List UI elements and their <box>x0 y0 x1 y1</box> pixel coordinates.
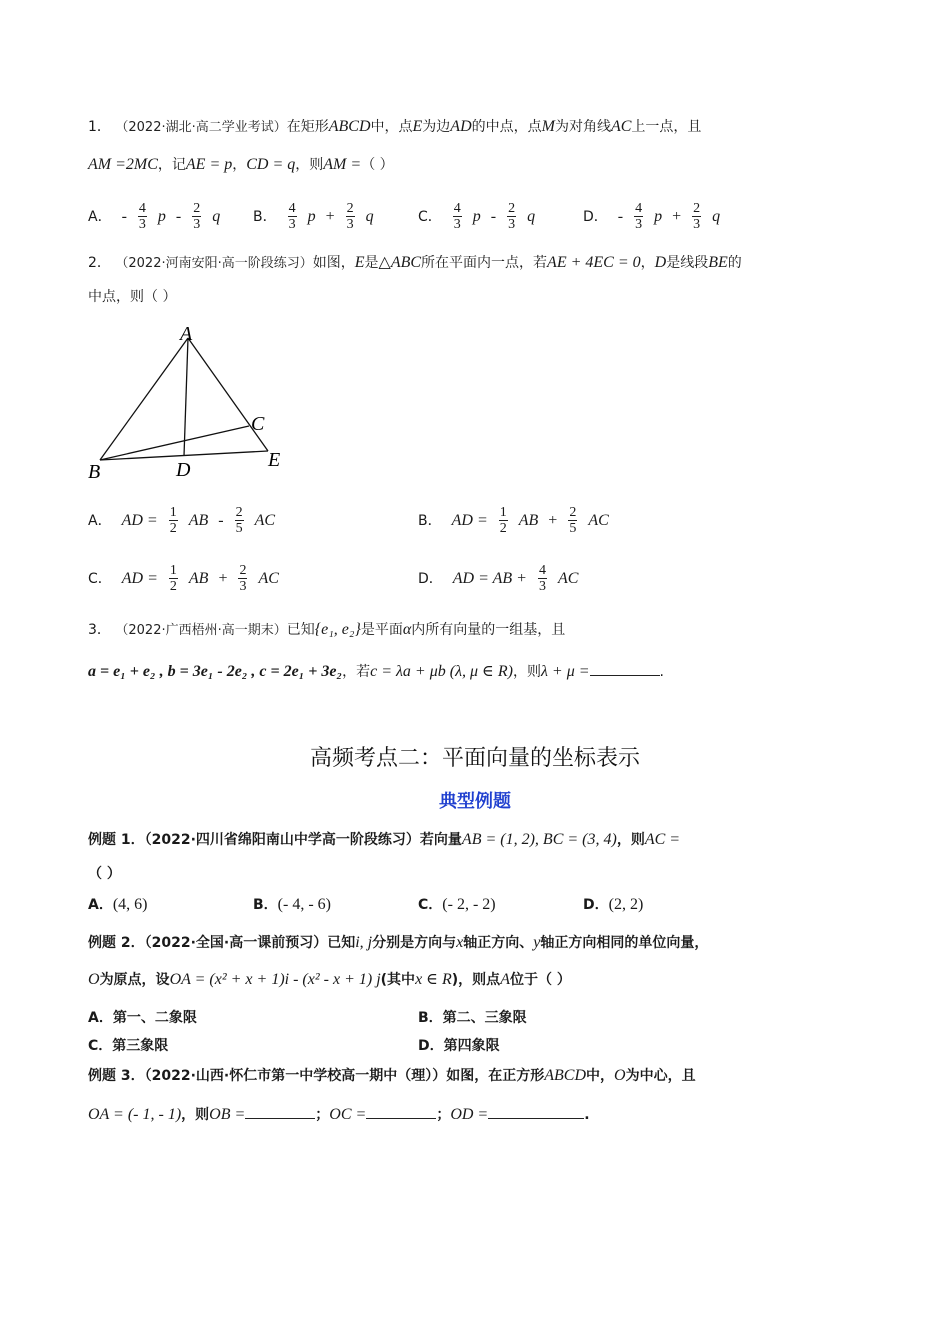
ex2-text: (其中 <box>380 972 416 988</box>
option-label: A． <box>88 512 112 529</box>
math: A <box>500 971 510 988</box>
q1-text: ，记 <box>157 157 186 173</box>
label-e: E <box>268 449 281 471</box>
ex2-option-d[interactable] <box>418 1036 500 1056</box>
q3-source: （2022·广西梧州·高一期末） <box>115 623 287 638</box>
option-label: B． <box>418 512 442 529</box>
math: {e₁, e₂} <box>314 621 361 638</box>
math: D <box>654 254 667 271</box>
fraction: $\frac{2}{3}$ <box>346 201 354 232</box>
math: AC <box>557 569 579 587</box>
q3-text: ，则 <box>512 664 541 680</box>
option-label: C． <box>418 897 443 913</box>
ex1-text: ，则 <box>616 832 645 848</box>
q2-line1 <box>88 253 742 274</box>
math: AB <box>188 569 209 587</box>
q2-option-a[interactable] <box>88 505 275 536</box>
q1-text: ，则 <box>295 157 324 173</box>
q1-text: 上一点，且 <box>631 119 702 135</box>
ex1-source: （2022·四川省绵阳南山中学高一阶段练习）若向量 <box>144 832 462 848</box>
option-label: A． <box>88 1010 113 1026</box>
math: E <box>354 254 365 271</box>
option-label: B． <box>253 897 278 913</box>
fraction: $\frac{2}{3}$ <box>508 201 516 232</box>
math: OA = (x² + x + 1)i - (x² - x + 1) j <box>169 971 381 988</box>
ex1-line2 <box>88 864 121 884</box>
math: AE = p <box>185 156 233 173</box>
ex3-text: 中， <box>586 1068 615 1084</box>
fraction: $\frac{4}{3}$ <box>288 201 296 232</box>
q1-line2 <box>88 155 394 175</box>
answer-paren: （ ） <box>88 866 121 882</box>
ex2-line2 <box>88 970 571 990</box>
ex2-option-b[interactable] <box>418 1008 527 1028</box>
q1-text: 为对角线 <box>554 119 611 135</box>
math: E <box>412 118 423 135</box>
option-label: C． <box>88 570 112 587</box>
fraction: $\frac{2}{3}$ <box>193 201 201 232</box>
ex3-label: 例题 3． <box>88 1068 145 1084</box>
math: (2, 2) <box>608 896 644 913</box>
math: AD = <box>121 569 158 587</box>
math: AC <box>588 511 609 529</box>
q2-option-b[interactable] <box>418 505 609 536</box>
ex3-line1 <box>88 1066 696 1086</box>
q1-option-a[interactable] <box>88 201 220 232</box>
option-label: B． <box>418 1010 443 1026</box>
math: AE + 4EC = 0 <box>547 254 641 271</box>
option-label: D． <box>583 897 609 913</box>
q3-text: . <box>659 664 664 680</box>
math: (- 2, - 2) <box>442 896 496 913</box>
fraction: $\frac{4}{3}$ <box>138 201 146 232</box>
math: △ABC <box>378 254 422 271</box>
ex3-text: ，则 <box>181 1107 210 1123</box>
answer-paren: （ ） <box>361 157 394 173</box>
math: O <box>88 971 100 988</box>
fraction: $\frac{2}{5}$ <box>235 505 243 536</box>
fraction: $\frac{1}{2}$ <box>169 563 177 594</box>
math: AC <box>610 118 632 135</box>
option-label: D． <box>418 570 443 587</box>
option-text: 第二、三象限 <box>442 1010 527 1026</box>
label-b: B <box>88 461 101 483</box>
answer-blank-oc[interactable] <box>366 1104 436 1119</box>
math: α <box>402 621 412 638</box>
math: AB <box>188 511 209 529</box>
math: AC <box>254 511 276 529</box>
math: x ∈ R <box>415 971 452 988</box>
math: OB = <box>209 1106 246 1123</box>
q3-line2 <box>88 661 664 682</box>
fraction: $\frac{4}{3}$ <box>453 201 461 232</box>
option-label: D． <box>583 208 608 225</box>
math: - <box>218 511 224 529</box>
math: AD = <box>451 511 488 529</box>
fraction: $\frac{4}{3}$ <box>538 563 546 594</box>
q1-option-b[interactable] <box>253 201 374 232</box>
math: BE <box>708 254 728 271</box>
option-label: D． <box>418 1038 444 1054</box>
ex2-text: )，则点 <box>451 972 501 988</box>
q1-source: （2022·湖北·高二学业考试） <box>115 120 287 135</box>
q3-text: 已知 <box>286 622 315 638</box>
q2-text: ， <box>640 255 655 271</box>
math: OC = <box>329 1106 367 1123</box>
q2-text: 是线段 <box>666 255 709 271</box>
ex1-option-b[interactable] <box>253 895 331 915</box>
option-text: 第四象限 <box>443 1038 500 1054</box>
segment-ad <box>184 338 188 456</box>
fraction: $\frac{2}{5}$ <box>569 505 577 536</box>
q3-line1 <box>88 620 565 641</box>
ex3-text: 为中心，且 <box>625 1068 696 1084</box>
q2-text: 的 <box>727 255 742 271</box>
ex2-option-c[interactable] <box>88 1036 168 1056</box>
math: AD = AB + <box>452 569 527 587</box>
q2-option-d[interactable] <box>418 563 578 594</box>
ex3-text: . <box>584 1107 590 1123</box>
ex2-text: 为原点，设 <box>99 972 170 988</box>
ex2-text: 轴正方向、 <box>463 935 534 951</box>
math: p <box>654 207 663 225</box>
math: c = λa + μb (λ, μ ∈ R) <box>370 663 513 680</box>
ex1-option-a[interactable] <box>88 895 148 915</box>
math: AC = <box>644 831 681 848</box>
option-text: 第一、二象限 <box>112 1010 197 1026</box>
ex2-text: 位于（ ） <box>509 972 571 988</box>
math: M <box>541 118 555 135</box>
math: + <box>672 207 682 225</box>
ex2-line1 <box>88 933 708 953</box>
label-a: A <box>180 323 193 345</box>
label-c: C <box>251 413 265 435</box>
ex2-source: （2022·全国·高一课前预习）已知 <box>144 935 356 951</box>
ex2-option-a[interactable] <box>88 1008 197 1028</box>
q2-option-c[interactable] <box>88 563 279 594</box>
math: ABCD <box>544 1067 587 1084</box>
q3-text: 是平面 <box>360 622 403 638</box>
label-d: D <box>176 459 191 481</box>
ex1-line1 <box>88 830 680 850</box>
math: AD = <box>121 511 158 529</box>
q1-line1 <box>88 117 701 138</box>
ex1-option-d[interactable] <box>583 895 643 915</box>
q1-option-d[interactable] <box>583 201 720 232</box>
math: i, j <box>355 934 373 951</box>
math: q <box>527 207 536 225</box>
option-label: A． <box>88 208 112 225</box>
q2-text: 中点，则（ ） <box>88 289 177 305</box>
option-text: 第三象限 <box>112 1038 169 1054</box>
math: (- 4, - 6) <box>277 896 331 913</box>
math: - <box>175 207 182 225</box>
math: AM = <box>323 156 362 173</box>
q2-text: 是 <box>364 255 379 271</box>
math: AB = (1, 2), BC = (3, 4) <box>461 831 617 848</box>
ex3-text: ； <box>315 1107 330 1123</box>
q2-line2 <box>88 287 176 307</box>
ex3-source: （2022·山西·怀仁市第一中学校高一期中（理））如图，在正方形 <box>144 1068 545 1084</box>
answer-blank-od[interactable] <box>488 1104 584 1119</box>
math: λ + μ = <box>540 663 590 680</box>
section-title: 高频考点二：平面向量的坐标表示 <box>309 746 640 771</box>
math: - <box>121 207 127 225</box>
math: + <box>325 207 335 225</box>
q2-number: 2． <box>88 255 111 271</box>
math: AC <box>258 569 279 587</box>
math: y <box>533 934 541 951</box>
q1-text: 的中点，点 <box>471 119 542 135</box>
q2-text: 所在平面内一点，若 <box>421 255 548 271</box>
segment-ab <box>100 338 188 460</box>
math: - <box>617 207 624 225</box>
math: CD = q <box>246 156 296 173</box>
fraction: $\frac{1}{2}$ <box>499 505 507 536</box>
ex2-text: 轴正方向相同的单位向量， <box>540 935 709 951</box>
triangle-figure <box>80 318 300 484</box>
answer-blank[interactable] <box>590 661 660 676</box>
ex3-line2 <box>88 1104 590 1125</box>
fraction: $\frac{4}{3}$ <box>635 201 643 232</box>
math: OA = (- 1, - 1) <box>88 1106 182 1123</box>
q1-text: 中，点 <box>370 119 413 135</box>
q2-text: 如图， <box>312 255 355 271</box>
option-label: C． <box>418 208 442 225</box>
ex1-label: 例题 1． <box>88 832 145 848</box>
math: q <box>365 207 374 225</box>
math: p <box>157 207 166 225</box>
q1-number: 1． <box>88 119 111 135</box>
q1-text: 为边 <box>422 119 451 135</box>
fraction: $\frac{2}{3}$ <box>239 563 247 594</box>
q3-text: ，若 <box>342 664 371 680</box>
ex2-label: 例题 2． <box>88 935 145 951</box>
q2-source: （2022·河南安阳·高一阶段练习） <box>115 256 313 271</box>
q1-text: 在矩形 <box>286 119 329 135</box>
math: ABCD <box>328 118 371 135</box>
math: p <box>307 207 316 225</box>
fraction: $\frac{2}{3}$ <box>693 201 701 232</box>
option-label: A． <box>88 897 113 913</box>
math: x <box>456 934 464 951</box>
q3-number: 3． <box>88 622 111 638</box>
math: p <box>472 207 481 225</box>
ex3-text: ； <box>436 1107 451 1123</box>
math: (4, 6) <box>112 896 148 913</box>
math: AD <box>450 118 472 135</box>
option-label: B． <box>253 208 277 225</box>
fraction: $\frac{1}{2}$ <box>169 505 177 536</box>
q1-text: ， <box>232 157 247 173</box>
math: OD = <box>450 1106 489 1123</box>
section-subtitle: 典型例题 <box>439 791 511 812</box>
math: a = e₁ + e₂ , b = 3e₁ - 2e₂ , c = 2e₁ + 3e₂ <box>88 663 343 680</box>
ex1-option-c[interactable] <box>418 895 496 915</box>
math: - <box>490 207 497 225</box>
segment-bc <box>100 426 249 460</box>
math: AM =2MC <box>88 156 158 173</box>
math: AB <box>518 511 539 529</box>
option-label: C． <box>88 1038 113 1054</box>
q3-text: 内所有向量的一组基，且 <box>411 622 566 638</box>
math: q <box>712 207 721 225</box>
math: + <box>548 511 558 529</box>
math: O <box>614 1067 626 1084</box>
q1-option-c[interactable] <box>418 201 535 232</box>
math: + <box>218 569 228 587</box>
answer-blank-ob[interactable] <box>245 1104 315 1119</box>
math: q <box>212 207 221 225</box>
ex2-text: 分别是方向与 <box>372 935 457 951</box>
